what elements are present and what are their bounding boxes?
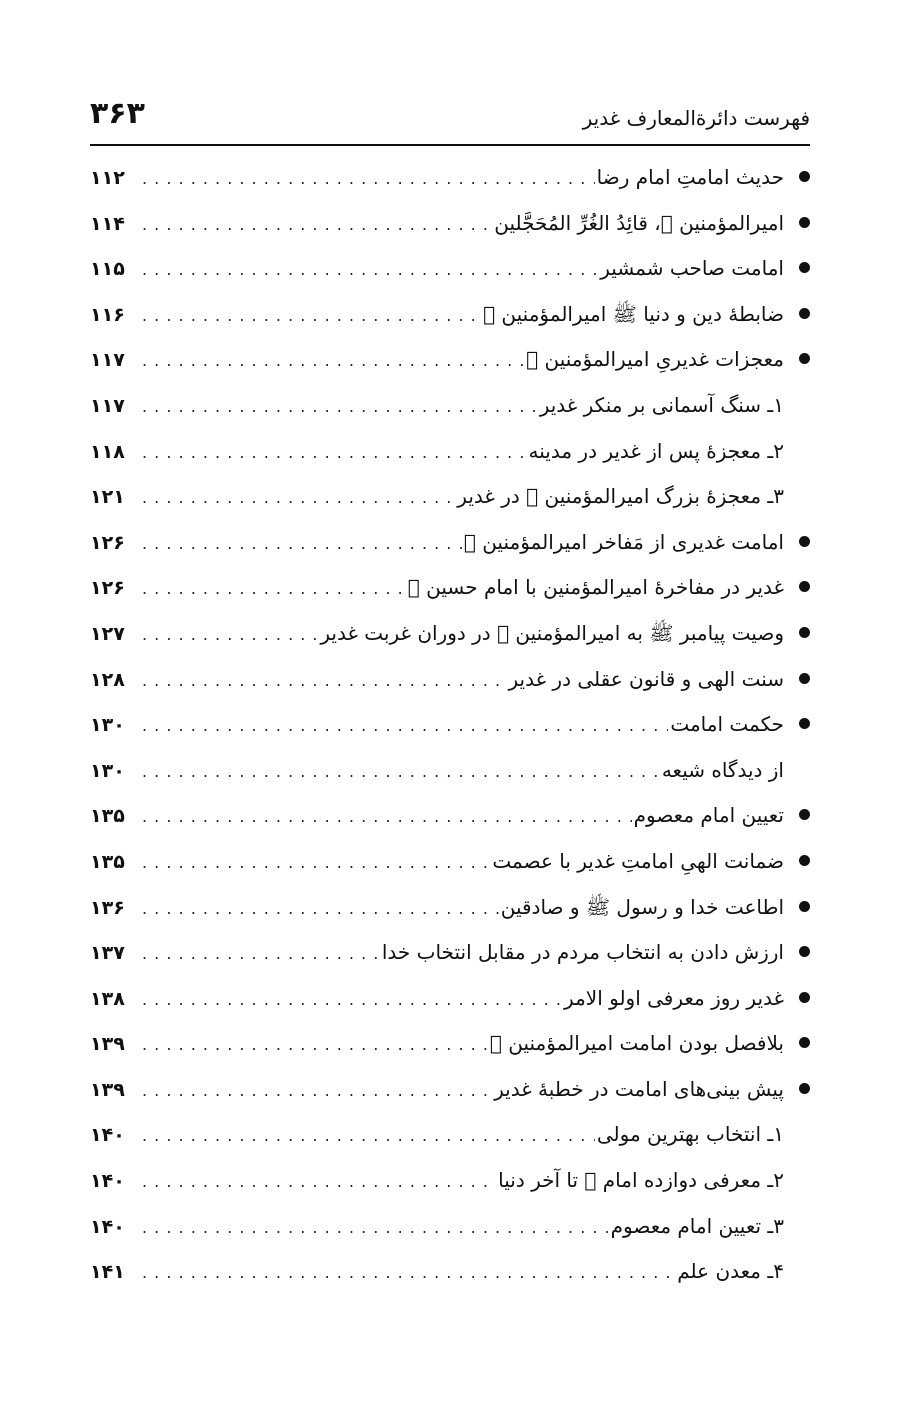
toc-entry-title: ۳ـ معجزۀ بزرگ امیرالمؤمنین ﷣ در غدیر bbox=[457, 484, 784, 509]
dot-leader bbox=[142, 215, 492, 234]
bullet-icon bbox=[784, 1033, 810, 1053]
toc-entry-page: ۱۲۷ bbox=[90, 622, 125, 645]
toc-entry-page: ۱۲۸ bbox=[90, 668, 125, 691]
bullet-icon bbox=[784, 988, 810, 1008]
bullet-icon bbox=[784, 942, 810, 962]
toc-entry-page: ۱۴۰ bbox=[90, 1124, 125, 1147]
dot-leader bbox=[142, 899, 499, 918]
dot-leader bbox=[142, 351, 524, 370]
dot-leader bbox=[142, 306, 481, 325]
bullet-icon bbox=[784, 714, 810, 734]
toc-entry-page: ۱۳۸ bbox=[90, 987, 125, 1010]
toc-entry-page: ۱۲۱ bbox=[90, 486, 125, 509]
toc-entry-title: حکمت امامت bbox=[670, 712, 784, 737]
toc-entry-title: ۲ـ معجزۀ پس از غدیر در مدینه bbox=[528, 438, 784, 463]
bullet-dot-icon bbox=[799, 855, 810, 866]
toc-entry bbox=[90, 1077, 810, 1123]
toc-entry-page: ۱۳۰ bbox=[90, 714, 125, 737]
toc-entry-page: ۱۴۰ bbox=[90, 1215, 125, 1238]
bullet-icon bbox=[784, 167, 810, 187]
bullet-dot-icon bbox=[799, 536, 810, 547]
dot-leader bbox=[142, 397, 538, 416]
bullet-dot-icon bbox=[799, 171, 810, 182]
dot-leader bbox=[142, 534, 462, 553]
bullet-icon bbox=[784, 213, 810, 233]
toc-entry-title: ۴ـ معدن علم bbox=[677, 1259, 784, 1284]
toc-entry-page: ۱۳۹ bbox=[90, 1078, 125, 1101]
toc-entry-title: غدیر در مفاخرۀ امیرالمؤمنین با امام حسین ﷣ bbox=[407, 575, 784, 600]
toc-entry-page: ۱۴۱ bbox=[90, 1261, 125, 1284]
page-number: ۳۶۳ bbox=[90, 96, 145, 131]
toc-entry-page: ۱۳۵ bbox=[90, 805, 125, 828]
toc-entry bbox=[90, 1259, 810, 1305]
bullet-icon bbox=[784, 258, 810, 278]
toc-entry-page: ۱۳۷ bbox=[90, 942, 125, 965]
toc-entry-page: ۱۳۰ bbox=[90, 759, 125, 782]
page-header bbox=[90, 92, 810, 146]
toc-entry bbox=[90, 256, 810, 302]
dot-leader bbox=[142, 260, 598, 279]
table-of-contents bbox=[90, 165, 810, 1305]
toc-entry bbox=[90, 530, 810, 576]
bullet-dot-icon bbox=[799, 308, 810, 319]
dot-leader bbox=[142, 716, 668, 735]
bullet-dot-icon bbox=[799, 262, 810, 273]
dot-leader bbox=[142, 762, 660, 781]
toc-entry-title: تعیین امام معصوم bbox=[633, 803, 784, 828]
toc-entry bbox=[90, 895, 810, 941]
toc-entry-title: حدیث امامتِ امام رضا bbox=[596, 165, 784, 189]
toc-entry-title: ضمانت الهیِ امامتِ غدیر با عصمت bbox=[492, 848, 784, 873]
toc-entry bbox=[90, 393, 810, 439]
toc-entry-title: ۱ـ سنگ آسمانی بر منکر غدیر bbox=[539, 392, 784, 417]
toc-entry bbox=[90, 986, 810, 1032]
dot-leader bbox=[142, 671, 507, 690]
dot-leader bbox=[142, 579, 406, 598]
bullet-dot-icon bbox=[799, 217, 810, 228]
toc-entry bbox=[90, 1031, 810, 1077]
toc-entry-title: سنت الهی و قانون عقلی در غدیر bbox=[508, 666, 784, 691]
toc-entry bbox=[90, 302, 810, 348]
toc-entry-page: ۱۱۲ bbox=[90, 167, 125, 189]
dot-leader bbox=[142, 488, 455, 507]
toc-entry-title: بلافصل بودن امامت امیرالمؤمنین ﷣ bbox=[489, 1031, 784, 1056]
bullet-icon bbox=[784, 1079, 810, 1099]
toc-entry-page: ۱۳۶ bbox=[90, 896, 125, 919]
toc-entry-page: ۱۲۶ bbox=[90, 531, 125, 554]
dot-leader bbox=[142, 443, 527, 462]
toc-entry-page: ۱۱۴ bbox=[90, 212, 125, 235]
toc-entry bbox=[90, 621, 810, 667]
toc-entry-page: ۱۱۵ bbox=[90, 258, 125, 281]
toc-entry-page: ۱۱۷ bbox=[90, 349, 125, 372]
toc-entry bbox=[90, 1214, 810, 1260]
dot-leader bbox=[142, 1035, 488, 1054]
toc-entry-title: ۲ـ معرفی دوازده امام ﷣ تا آخر دنیا bbox=[498, 1168, 784, 1193]
toc-entry bbox=[90, 1168, 810, 1214]
toc-entry bbox=[90, 484, 810, 530]
bullet-dot-icon bbox=[799, 1037, 810, 1048]
dot-leader bbox=[142, 625, 318, 644]
toc-entry bbox=[90, 758, 810, 804]
toc-entry bbox=[90, 347, 810, 393]
toc-entry-title: ۱ـ انتخاب بهترین مولی bbox=[596, 1122, 784, 1147]
toc-entry-title: امامت صاحب شمشیر bbox=[600, 256, 784, 281]
toc-entry-title: وصیت پیامبر ﷺ به امیرالمؤمنین ﷣ در دوران غربت غدیر bbox=[320, 620, 784, 645]
bullet-icon bbox=[784, 532, 810, 552]
toc-entry-title: ۳ـ تعیین امام معصوم bbox=[610, 1213, 784, 1238]
toc-entry bbox=[90, 1122, 810, 1168]
bullet-dot-icon bbox=[799, 627, 810, 638]
toc-entry bbox=[90, 803, 810, 849]
toc-entry bbox=[90, 712, 810, 758]
bullet-icon bbox=[784, 897, 810, 917]
toc-entry-page: ۱۳۹ bbox=[90, 1033, 125, 1056]
dot-leader bbox=[142, 1126, 595, 1145]
bullet-dot-icon bbox=[799, 673, 810, 684]
bullet-icon bbox=[784, 577, 810, 597]
toc-entry-page: ۱۴۰ bbox=[90, 1170, 125, 1193]
toc-entry bbox=[90, 940, 810, 986]
bullet-dot-icon bbox=[799, 353, 810, 364]
toc-entry bbox=[90, 575, 810, 621]
dot-leader bbox=[142, 944, 380, 963]
toc-entry-title: پیش بینی‌های امامت در خطبۀ غدیر bbox=[494, 1076, 784, 1101]
bullet-dot-icon bbox=[799, 901, 810, 912]
bullet-dot-icon bbox=[799, 718, 810, 729]
bullet-icon bbox=[784, 623, 810, 643]
toc-entry-title: اطاعت خدا و رسول ﷺ و صادقین bbox=[500, 894, 784, 919]
toc-entry bbox=[90, 667, 810, 713]
toc-entry-page: ۱۳۵ bbox=[90, 850, 125, 873]
bullet-dot-icon bbox=[799, 992, 810, 1003]
bullet-dot-icon bbox=[799, 946, 810, 957]
toc-entry bbox=[90, 211, 810, 257]
bullet-icon bbox=[784, 304, 810, 324]
dot-leader bbox=[142, 1263, 675, 1282]
bullet-dot-icon bbox=[799, 809, 810, 820]
toc-entry-title: ضابطۀ دین و دنیا ﷺ امیرالمؤمنین ﷣ bbox=[483, 301, 784, 326]
toc-entry-title: امیرالمؤمنین ﷣، قائِدُ الغُرِّ المُحَجَّلین bbox=[494, 210, 784, 235]
toc-entry-page: ۱۱۶ bbox=[90, 303, 125, 326]
toc-entry-page: ۱۱۸ bbox=[90, 440, 125, 463]
bullet-dot-icon bbox=[799, 581, 810, 592]
toc-entry-title: امامت غدیری از مَفاخر امیرالمؤمنین ﷣ bbox=[463, 529, 784, 554]
toc-entry-page: ۱۱۷ bbox=[90, 394, 125, 417]
toc-entry bbox=[90, 849, 810, 895]
dot-leader bbox=[142, 807, 632, 826]
toc-entry-title: غدیر روز معرفی اولو الامر bbox=[564, 985, 784, 1010]
bullet-icon bbox=[784, 805, 810, 825]
bullet-dot-icon bbox=[799, 1083, 810, 1094]
toc-entry bbox=[90, 165, 810, 211]
dot-leader bbox=[142, 1218, 609, 1237]
dot-leader bbox=[142, 169, 595, 188]
running-title: فهرست دائرةالمعارف غدیر bbox=[582, 106, 810, 130]
toc-entry-title: ارزش دادن به انتخاب مردم در مقابل انتخاب خدا bbox=[381, 940, 784, 965]
bullet-icon bbox=[784, 669, 810, 689]
dot-leader bbox=[142, 853, 490, 872]
bullet-icon bbox=[784, 349, 810, 369]
dot-leader bbox=[142, 990, 562, 1009]
dot-leader bbox=[142, 1081, 492, 1100]
toc-entry-title: معجزات غدیریِ امیرالمؤمنین ﷣ bbox=[526, 347, 784, 372]
toc-entry-page: ۱۲۶ bbox=[90, 577, 125, 600]
dot-leader bbox=[142, 1172, 496, 1191]
toc-entry-title: از دیدگاه شیعه bbox=[661, 757, 784, 782]
bullet-icon bbox=[784, 851, 810, 871]
toc-entry bbox=[90, 439, 810, 485]
